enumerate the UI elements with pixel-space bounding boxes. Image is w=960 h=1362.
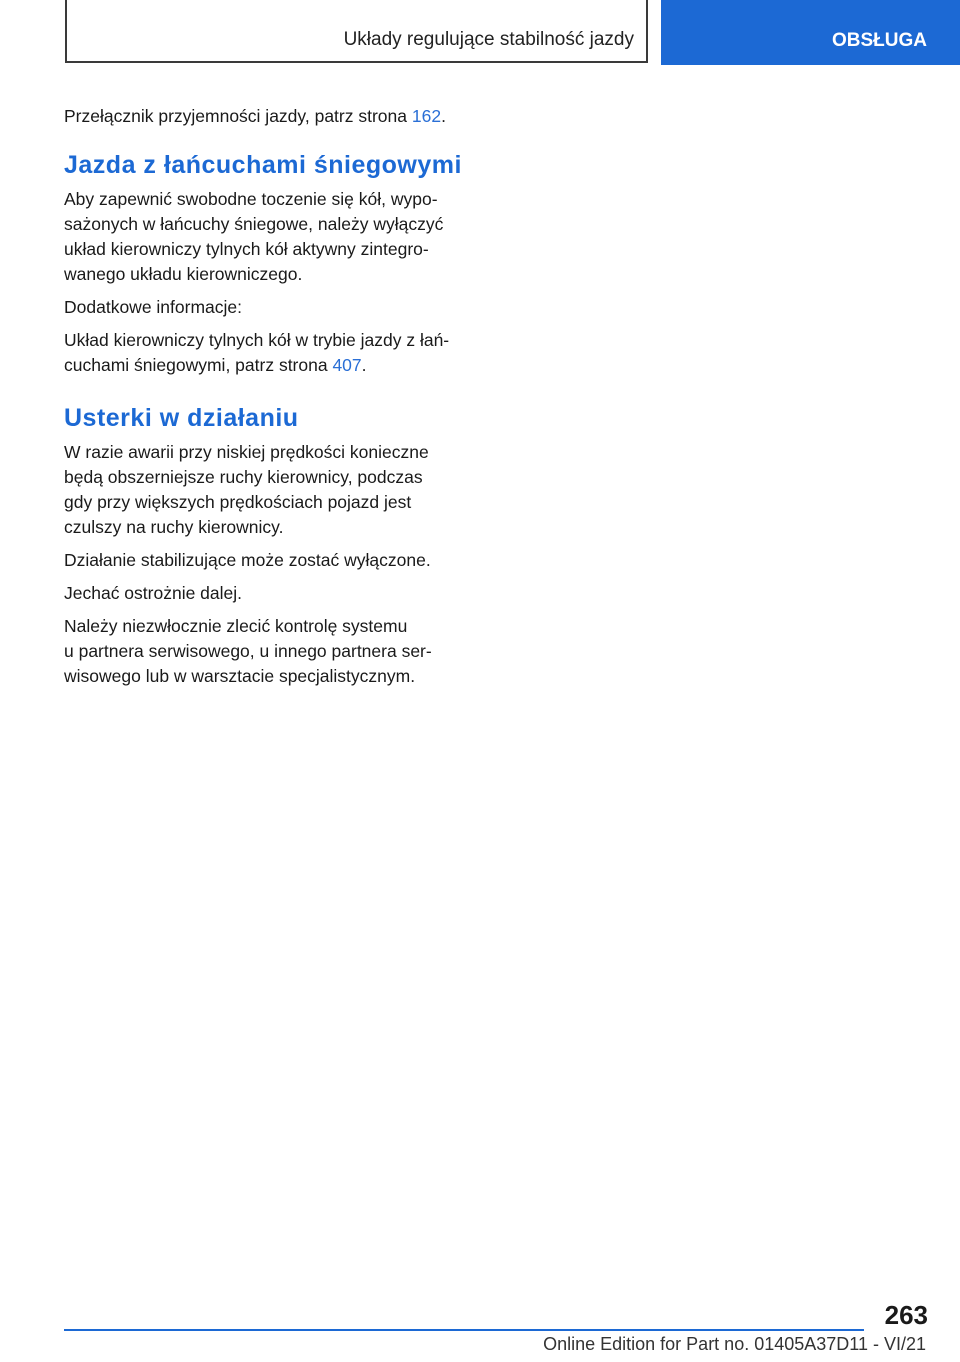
section-tab-label: OBSŁUGA xyxy=(832,30,927,51)
text-line: cuchami śniegowymi, patrz strona xyxy=(64,355,333,375)
text-end: . xyxy=(361,355,367,375)
text-line: Należy niezwłocznie zlecić kontrolę systemu xyxy=(64,616,408,636)
text-line: u partnera serwisowego, u innego partnera ser- xyxy=(64,641,432,661)
intro-end: . xyxy=(441,106,446,126)
text-line: gdy przy większych prędkościach pojazd jest xyxy=(64,492,412,512)
header-box xyxy=(65,0,648,63)
malfunction-paragraph-4 xyxy=(64,614,494,689)
section-tab[interactable] xyxy=(661,0,960,65)
text-line: sażonych w łańcuchy śniegowe, należy wyłączyć xyxy=(64,214,444,234)
intro-text: Przełącznik przyjemności jazdy, patrz strona xyxy=(64,106,412,126)
malfunction-paragraph-2: Działanie stabilizujące może zostać wyłączone. xyxy=(64,550,431,570)
page-content xyxy=(64,104,494,697)
footer-edition: Online Edition for Part no. 01405A37D11 - VI/21 xyxy=(543,1334,926,1354)
text-line: Aby zapewnić swobodne toczenie się kół, wypo- xyxy=(64,189,438,209)
text-line: czulszy na ruchy kierownicy. xyxy=(64,517,284,537)
page-number: 263 xyxy=(884,1300,928,1330)
text-line: układ kierowniczy tylnych kół aktywny zintegro- xyxy=(64,239,429,259)
snow-chains-paragraph-3 xyxy=(64,328,494,378)
malfunction-paragraph-1 xyxy=(64,440,494,540)
page-link-162[interactable]: 162 xyxy=(411,106,442,126)
snow-chains-paragraph-2: Dodatkowe informacje: xyxy=(64,297,242,317)
text-line: Układ kierowniczy tylnych kół w trybie jazdy z łań- xyxy=(64,330,450,350)
text-line: wanego układu kierowniczego. xyxy=(64,264,303,284)
chapter-title: Układy regulujące stabilność jazdy xyxy=(343,29,634,50)
malfunction-paragraph-3: Jechać ostrożnie dalej. xyxy=(64,583,243,603)
snow-chains-paragraph-1 xyxy=(64,187,494,287)
footer-divider xyxy=(64,1329,864,1331)
heading-snow-chains: Jazda z łańcuchami śniegowymi xyxy=(64,151,462,179)
page-link-407[interactable]: 407 xyxy=(332,355,362,375)
text-line: będą obszerniejsze ruchy kierownicy, podczas xyxy=(64,467,423,487)
text-line: W razie awarii przy niskiej prędkości konieczne xyxy=(64,442,429,462)
intro-paragraph xyxy=(64,104,494,129)
heading-malfunctions: Usterki w działaniu xyxy=(64,404,299,432)
text-line: wisowego lub w warsztacie specjalistycznym. xyxy=(64,666,416,686)
